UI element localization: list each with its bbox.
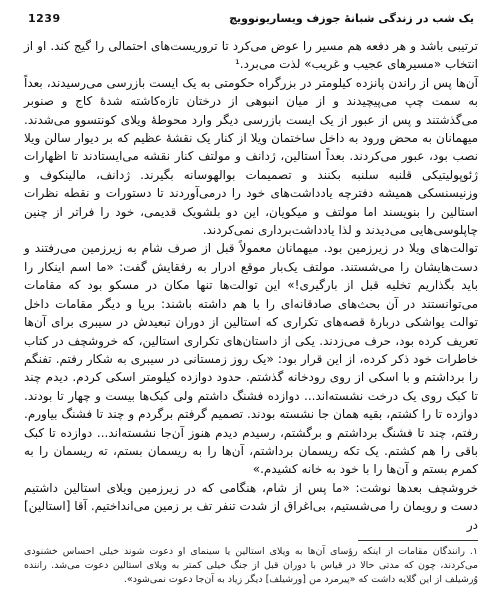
footnote: ۱. رانندگان مقامات از اینکه رؤسای آن‌ها به ویلای استالین یا سینمای او دعوت شوند خیلی احساس خشنودی می‌کردند، چون که مدتی حالا در قیاس با دوران قبل از جنگ خیلی کمتر به ویلای استالین دعوت می‌شد. راننده وُرشیلف از این گلایه داشت که «پیرمرد من [ورشیلف] دیگر زیاد به آن‌جا دعوت نمی‌شود».: [24, 545, 478, 585]
running-header: [24, 6, 478, 31]
footnote-divider: [358, 540, 478, 541]
header-title: یک شب در زندگی شبانهٔ جوزف ویساریونوویچ: [229, 12, 474, 25]
paragraph: خروشچف بعدها نوشت: «ما پس از شام، هنگامی که در زیرزمین ویلای استالین داشتیم دست و رویمان را می‌شستیم، بی‌اغراق از شدت تنفر تف بر زمین می‌انداختیم. آقا [استالین] در: [24, 480, 478, 532]
paragraph: توالت‌های ویلا در زیرزمین بود. میهمانان معمولاً قبل از صرف شام به زیرزمین می‌رفتند و دست‌هایشان را می‌شستند. مولتف یک‌بار موقع ادرار به رفقایش گفت: «ما اسم اینکار را باید بگذاریم تخلیه قبل از بارگیری!» این توالت‌ها تنها مکان در مسکو بود که مقامات می‌توانستند در آن بحث‌های صادقانه‌ای را با هم داشته باشند: بریا و دیگر مقامات داخل توالت یواشکی دربارهٔ قصه‌های تکراری که استالین از دوران تبعیدش در سیبری برای آن‌ها تعریف کرده بود، حرف می‌زدند. یکی از داستان‌های تکراری استالین، که خروشچف در کتاب خاطرات خود ذکر کرده، از این قرار بود: «یک روز زمستانی در سیبری به شکار رفتم. تفنگم را برداشتم و با اسکی از روی رودخانه گذشتم. حدود دوازده کیلومتر اسکی کردم. دیدم چند تا کبک روی یک درخت نشسته‌اند... دوازده فشنگ داشتم ولی کبک‌ها بیست و چهار تا بودند. دوازده تا را کشتم، بقیه همان جا نشسته بودند. تصمیم گرفتم برگردم و چند تا فشنگ بیاورم. رفتم، چند تا فشنگ برداشتم و برگشتم، رسیدم دیدم هنوز آن‌جا نشسته‌اند... دوازده تا کبک باقی را هم کشتم. یک تکه ریسمان برداشتم، آن‌ها را به ریسمان بستم، ته ریسمان را به کمرم بستم و آن‌ها را با خود به خانه کشیدم.»: [24, 241, 478, 477]
page-number: 1239: [28, 12, 61, 25]
paragraph: آن‌ها پس از راندن پانزده کیلومتر در بزرگراه حکومتی به یک ایست بازرسی می‌رسیدند، بعداً به سمت چپ می‌پیچیدند و از میان انبوهی از درختان تازه‌کاشته شدهٔ کاج و صنوبر می‌گذشتند و پس از عبور از یک ایست بازرسی دیگر وارد محوطهٔ ویلای کونتسوو می‌شدند. میهمانان به محض ورود به داخل ساختمان ویلا از کنار یک نقشهٔ عظیم که بر دیوار سالن ویلا نصب بود، عبور می‌کردند. بعداً استالین، ژدانف و مولتف کنار نقشه می‌ایستادند تا اظهارات ژئوپولیتیکی قلنبه سلنبه بکنند و تصمیمات بوالهوسانه بگیرند. ژدانف، مالینکوف و وزنیسنسکی همیشه دفترچه یادداشت‌های خود را درمی‌آوردند تا دستورات و نقطه نظرات استالین را بنویسند اما مولتف و میکویان، این دو بلشویک قدیمی، خود را فراتر از چنین چاپلوسی‌هایی می‌دیدند و لذا یادداشت‌برداری نمی‌کردند.: [24, 75, 478, 238]
body-text: [24, 37, 478, 534]
footnotes: [24, 545, 478, 587]
paragraph: ترتیبی باشد و هر دفعه هم مسیر را عوض می‌کرد تا تروریست‌های احتمالی را گیج کند. او از انتخاب «مسیرهای عجیب و غریب» لذت می‌برد.¹: [24, 39, 478, 72]
